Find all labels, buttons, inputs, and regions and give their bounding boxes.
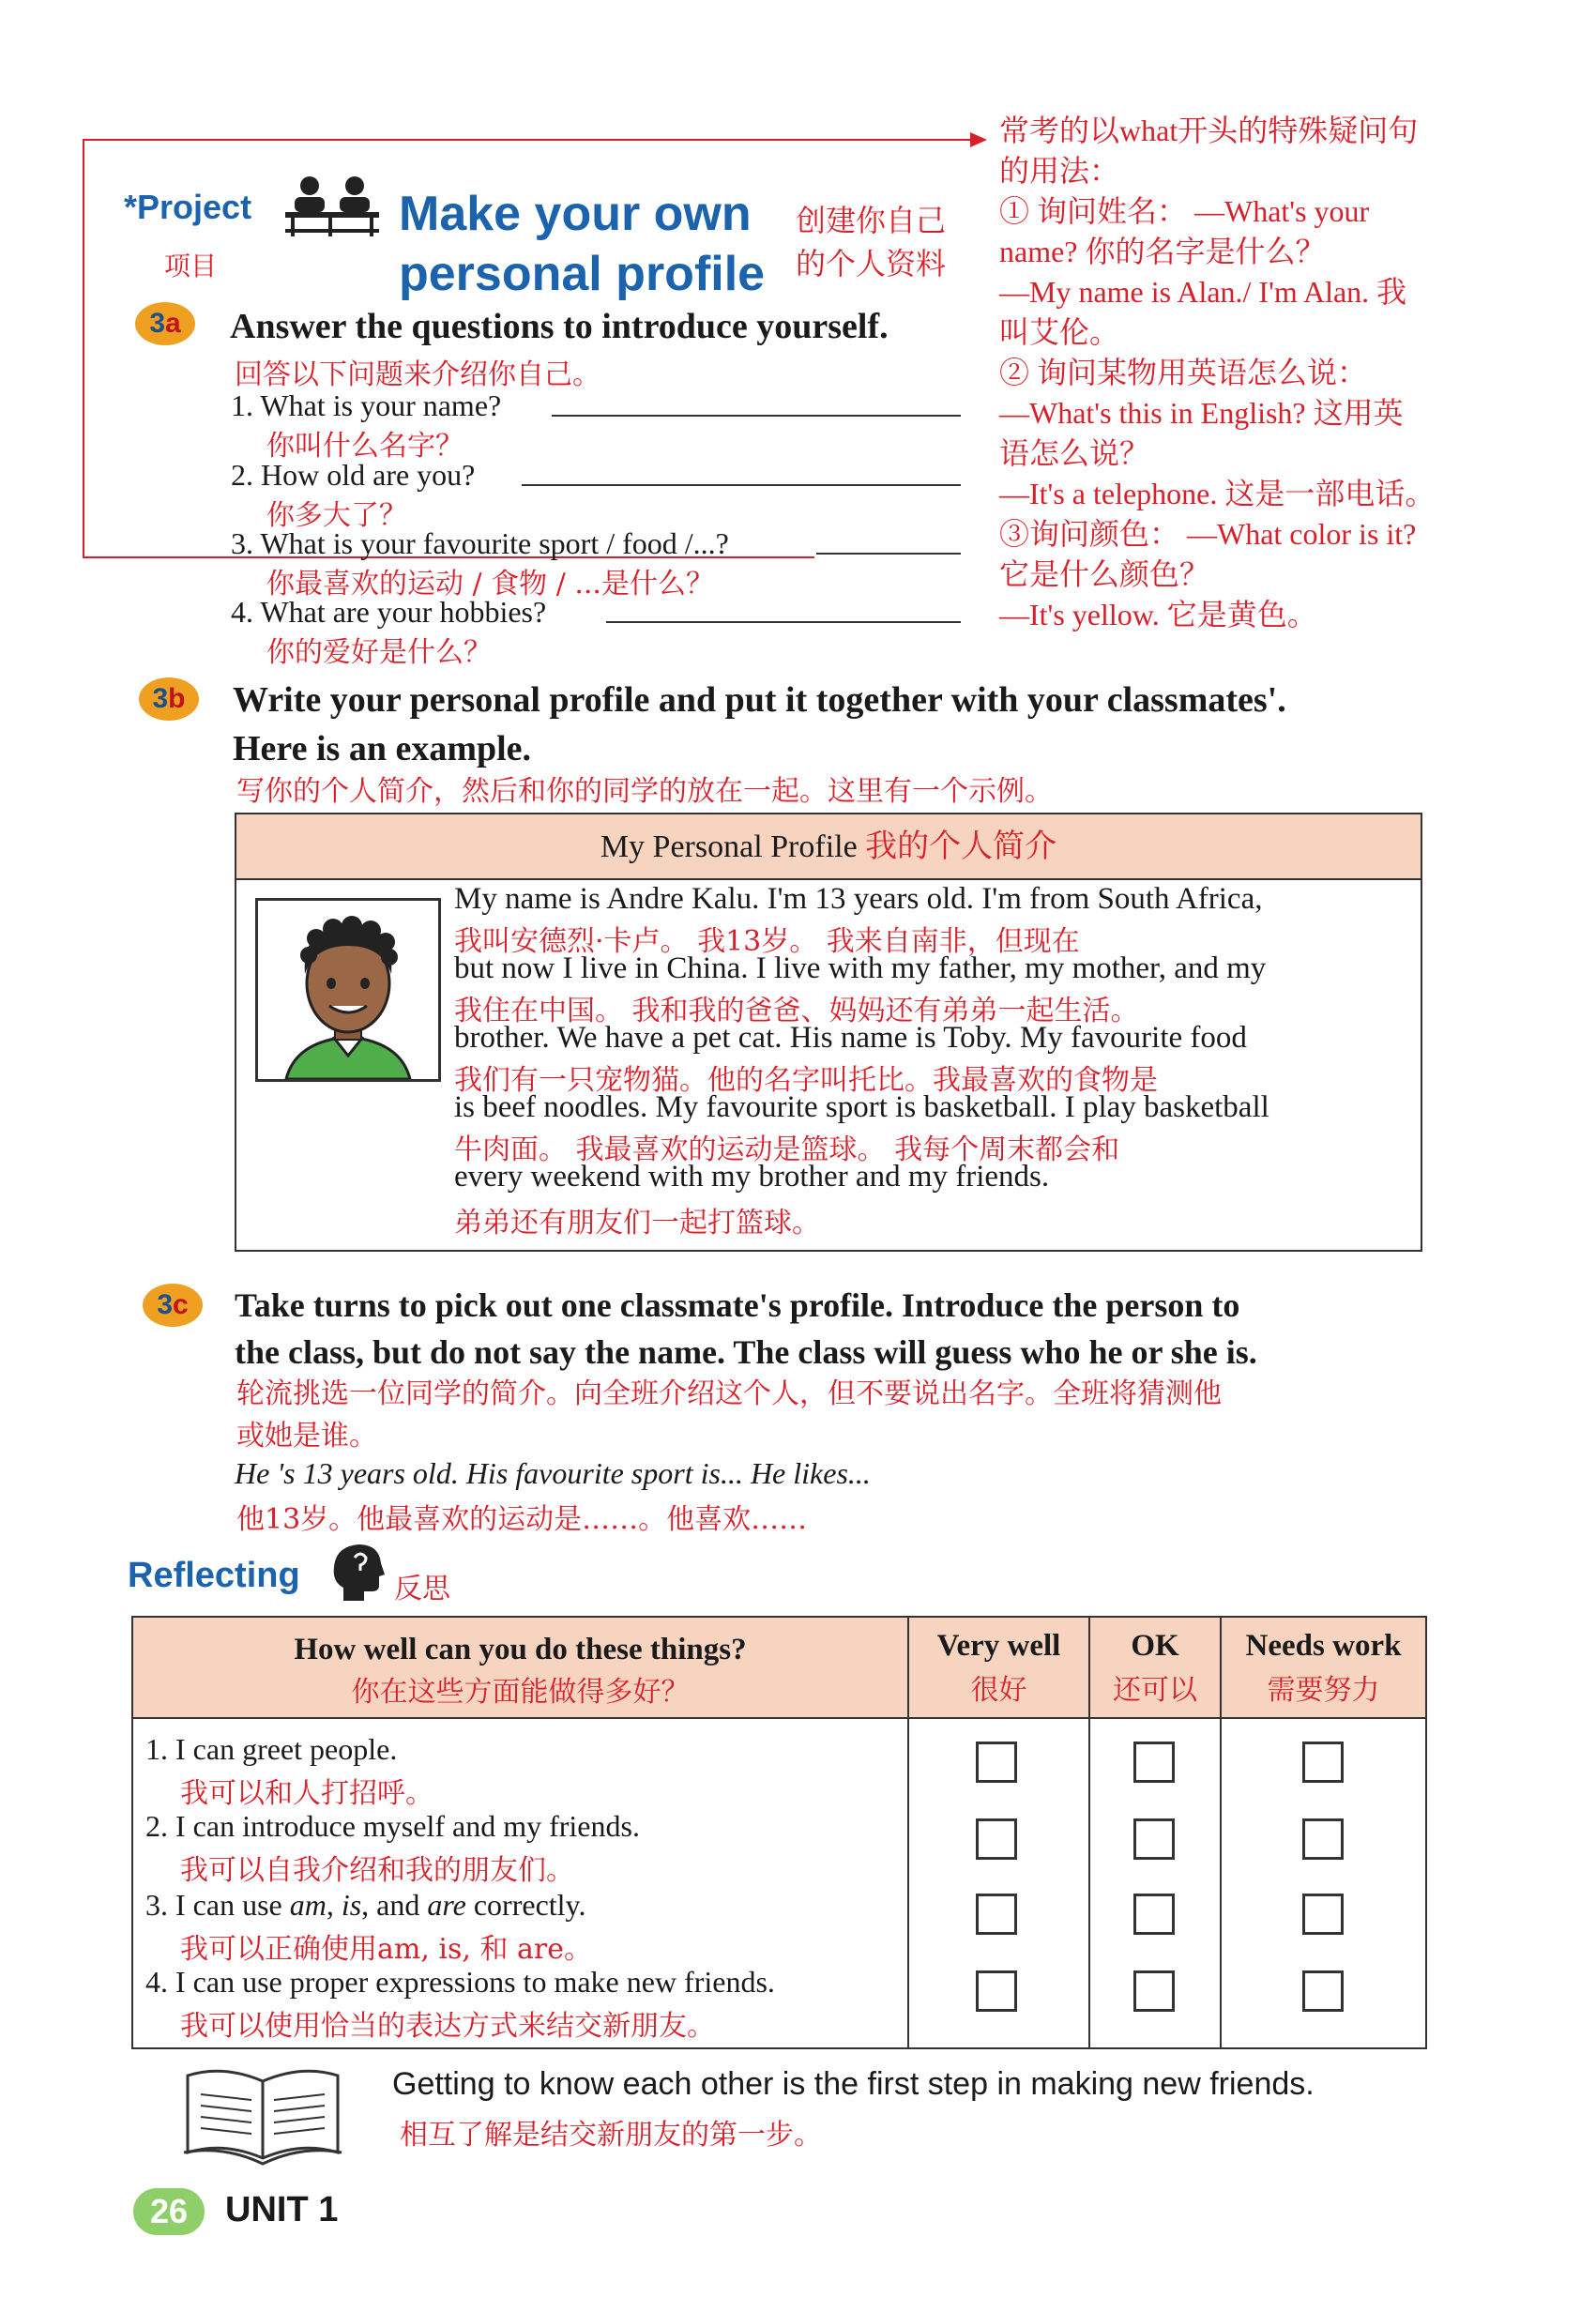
side-note (999, 111, 1487, 635)
col-header-question-cn: 你在这些方面能做得多好？ (351, 1676, 690, 1709)
reflecting-label: Reflecting (128, 1556, 300, 1595)
row-number: 2. (145, 1809, 168, 1843)
question-2: 2. How old are you? (231, 458, 476, 492)
checkbox-row1-ok[interactable] (1133, 1742, 1175, 1783)
side-note-line: —What's this in English? 这用英 (999, 396, 1404, 430)
reflection-row-4-cn: 我可以使用恰当的表达方式来结交新朋友。 (180, 2010, 715, 2043)
col-header-very-well-cn: 很好 (970, 1674, 1027, 1707)
badge-letter: a (165, 308, 181, 339)
question-1-cn: 你叫什么名字？ (266, 430, 464, 463)
question-2-cn: 你多大了？ (266, 499, 407, 532)
badge-number: 3 (152, 683, 169, 714)
reflection-row-4 (145, 1965, 775, 2000)
profile-line-4: is beef noodles. My favourite sport is basketball. I play basketball (454, 1090, 1269, 1124)
side-note-line: ② 询问某物用英语怎么说： (999, 356, 1368, 389)
section-3b-badge (139, 677, 199, 721)
checkbox-row2-very-well[interactable] (976, 1818, 1017, 1860)
profile-card-header (236, 814, 1421, 880)
row-text-sep: , and (361, 1888, 428, 1922)
row-text: I can introduce myself and my friends. (175, 1809, 640, 1843)
profile-line-1-cn: 我叫安德烈·卡卢。 我13岁。 我来自南非，但现在 (454, 925, 1080, 958)
section-3a-badge (135, 302, 195, 345)
checkbox-row3-needs-work[interactable] (1302, 1894, 1344, 1935)
section-3a-instruction-cn: 回答以下问题来介绍你自己。 (235, 358, 600, 391)
checkbox-row4-ok[interactable] (1133, 1970, 1175, 2012)
side-note-line: —It's a telephone. 这是一部电话。 (999, 477, 1436, 510)
boy-portrait-icon (258, 901, 438, 1079)
reflection-row-2-cn: 我可以自我介绍和我的朋友们。 (180, 1854, 574, 1887)
page-number: 26 (133, 2188, 205, 2235)
checkbox-row1-very-well[interactable] (976, 1742, 1017, 1783)
reflection-row-1-cn: 我可以和人打招呼。 (180, 1777, 433, 1810)
row-text-is: is (341, 1888, 362, 1922)
side-note-line: ① 询问姓名： —What's your (999, 194, 1370, 228)
section-3b-instruction-cn: 写你的个人简介，然后和你的同学的放在一起。这里有一个示例。 (236, 775, 1053, 808)
row-text: I can use proper expressions to make new friends. (175, 1965, 775, 1999)
project-label: *Project (124, 188, 252, 226)
profile-title-cn: 我的个人简介 (865, 828, 1057, 865)
side-note-line: ③询问颜色： —What color is it? (999, 517, 1417, 551)
col-header-needs-work-cn: 需要努力 (1267, 1674, 1380, 1707)
side-note-line: name? 你的名字是什么？ (999, 235, 1326, 268)
reflection-row-1 (145, 1732, 397, 1767)
tip-text-cn: 相互了解是结交新朋友的第一步。 (400, 2119, 822, 2152)
project-title-cn-line2: 的个人资料 (796, 246, 947, 281)
open-book-icon (180, 2062, 345, 2168)
project-title-line2: personal profile (399, 247, 766, 301)
row-number: 4. (145, 1965, 168, 1999)
side-note-line: 它是什么颜色？ (999, 557, 1210, 591)
project-title-cn (796, 199, 946, 285)
question-3-cn: 你最喜欢的运动 / 食物 / ...是什么？ (266, 568, 714, 601)
section-3c-example: He 's 13 years old. His favourite sport is... He likes... (235, 1456, 871, 1490)
project-title-line1: Make your own (399, 187, 752, 241)
row-text: I can greet people. (175, 1732, 398, 1766)
annotation-bracket-left (83, 139, 84, 557)
question-1: 1. What is your name? (231, 388, 502, 422)
section-3a-instruction: Answer the questions to introduce yourself. (230, 307, 889, 346)
row-text: I can use (175, 1888, 290, 1922)
side-note-line: 叫艾伦。 (999, 315, 1120, 349)
question-4-cn: 你的爱好是什么？ (266, 636, 492, 669)
question-3: 3. What is your favourite sport / food /...? (231, 526, 729, 560)
project-label-cn: 项目 (164, 251, 218, 281)
badge-number: 3 (149, 308, 165, 339)
section-3c-example-cn: 他13岁。他最喜欢的运动是……。他喜欢…… (236, 1503, 808, 1536)
reflection-row-2 (145, 1809, 640, 1844)
badge-letter: b (168, 683, 186, 714)
side-note-line: 语怎么说？ (999, 436, 1150, 470)
question-4: 4. What are your hobbies? (231, 595, 547, 629)
answer-line-1[interactable] (552, 415, 961, 417)
col-header-question: How well can you do these things? (294, 1633, 747, 1666)
answer-line-3[interactable] (816, 553, 961, 555)
checkbox-row4-very-well[interactable] (976, 1970, 1017, 2012)
section-3c-instruction-cn-line2: 或她是谁。 (236, 1420, 377, 1453)
profile-line-5-cn: 弟弟还有朋友们一起打篮球。 (454, 1207, 820, 1240)
badge-number: 3 (157, 1289, 173, 1320)
col-header-very-well: Very well (936, 1629, 1061, 1663)
thinking-head-icon (330, 1541, 387, 1603)
profile-line-2-cn: 我住在中国。 我和我的爸爸、妈妈还有弟弟一起生活。 (454, 995, 1139, 1027)
col-header-ok-cn: 还可以 (1113, 1674, 1197, 1707)
col-header-needs-work: Needs work (1245, 1629, 1402, 1663)
checkbox-row3-very-well[interactable] (976, 1894, 1017, 1935)
profile-photo (255, 898, 441, 1082)
section-3b-instruction-line1: Write your personal profile and put it together with your classmates'. (233, 680, 1286, 720)
answer-line-2[interactable] (522, 484, 961, 486)
profile-line-3-cn: 我们有一只宠物猫。他的名字叫托比。我最喜欢的食物是 (454, 1064, 1158, 1097)
profile-line-5: every weekend with my brother and my friends. (454, 1160, 1050, 1194)
answer-line-4[interactable] (606, 621, 961, 623)
side-note-line: 常考的以what开头的特殊疑问句 (999, 114, 1419, 147)
section-3c-instruction-cn-line1: 轮流挑选一位同学的简介。向全班介绍这个人，但不要说出名字。全班将猜测他 (236, 1377, 1222, 1410)
tip-text: Getting to know each other is the first step in making new friends. (392, 2066, 1315, 2102)
reflecting-label-cn: 反思 (394, 1573, 450, 1605)
section-3c-badge (143, 1284, 203, 1327)
row-text-are: are (427, 1888, 466, 1922)
row-number: 3. (145, 1888, 168, 1922)
checkbox-row4-needs-work[interactable] (1302, 1970, 1344, 2012)
reflection-row-3-cn: 我可以正确使用am, is, 和 are。 (180, 1933, 592, 1966)
profile-line-3: brother. We have a pet cat. His name is Toby. My favourite food (454, 1021, 1247, 1055)
unit-label: UNIT 1 (225, 2190, 339, 2229)
profile-line-1: My name is Andre Kalu. I'm 13 years old. I'm from South Africa, (454, 882, 1263, 916)
col-header-ok: OK (1131, 1629, 1179, 1663)
annotation-arrow-line (83, 139, 972, 141)
profile-line-2: but now I live in China. I live with my father, my mother, and my (454, 951, 1267, 985)
annotation-arrow-head (970, 132, 987, 147)
reflection-row-3 (145, 1888, 585, 1923)
side-note-line: —It's yellow. 它是黄色。 (999, 598, 1317, 631)
row-text-sep: , (326, 1888, 342, 1922)
section-3c-instruction-line1: Take turns to pick out one classmate's profile. Introduce the person to (235, 1286, 1240, 1324)
side-note-line: —My name is Alan./ I'm Alan. 我 (999, 275, 1407, 309)
row-text-am: am (289, 1888, 327, 1922)
group-work-icon (281, 173, 383, 238)
side-note-line: 的用法： (999, 154, 1120, 188)
checkbox-row3-ok[interactable] (1133, 1894, 1175, 1935)
row-number: 1. (145, 1732, 168, 1766)
checkbox-row1-needs-work[interactable] (1302, 1742, 1344, 1783)
section-3c-instruction-line2: the class, but do not say the name. The class will guess who he or she is. (235, 1333, 1257, 1371)
checkbox-row2-needs-work[interactable] (1302, 1818, 1344, 1860)
project-title-cn-line1: 创建你自己 (796, 203, 947, 238)
row-text: correctly. (465, 1888, 586, 1922)
section-3b-instruction-line2: Here is an example. (233, 729, 532, 768)
checkbox-row2-ok[interactable] (1133, 1818, 1175, 1860)
badge-letter: c (173, 1289, 189, 1320)
profile-title: My Personal Profile (600, 829, 858, 864)
profile-line-4-cn: 牛肉面。 我最喜欢的运动是篮球。 我每个周末都会和 (454, 1133, 1120, 1166)
